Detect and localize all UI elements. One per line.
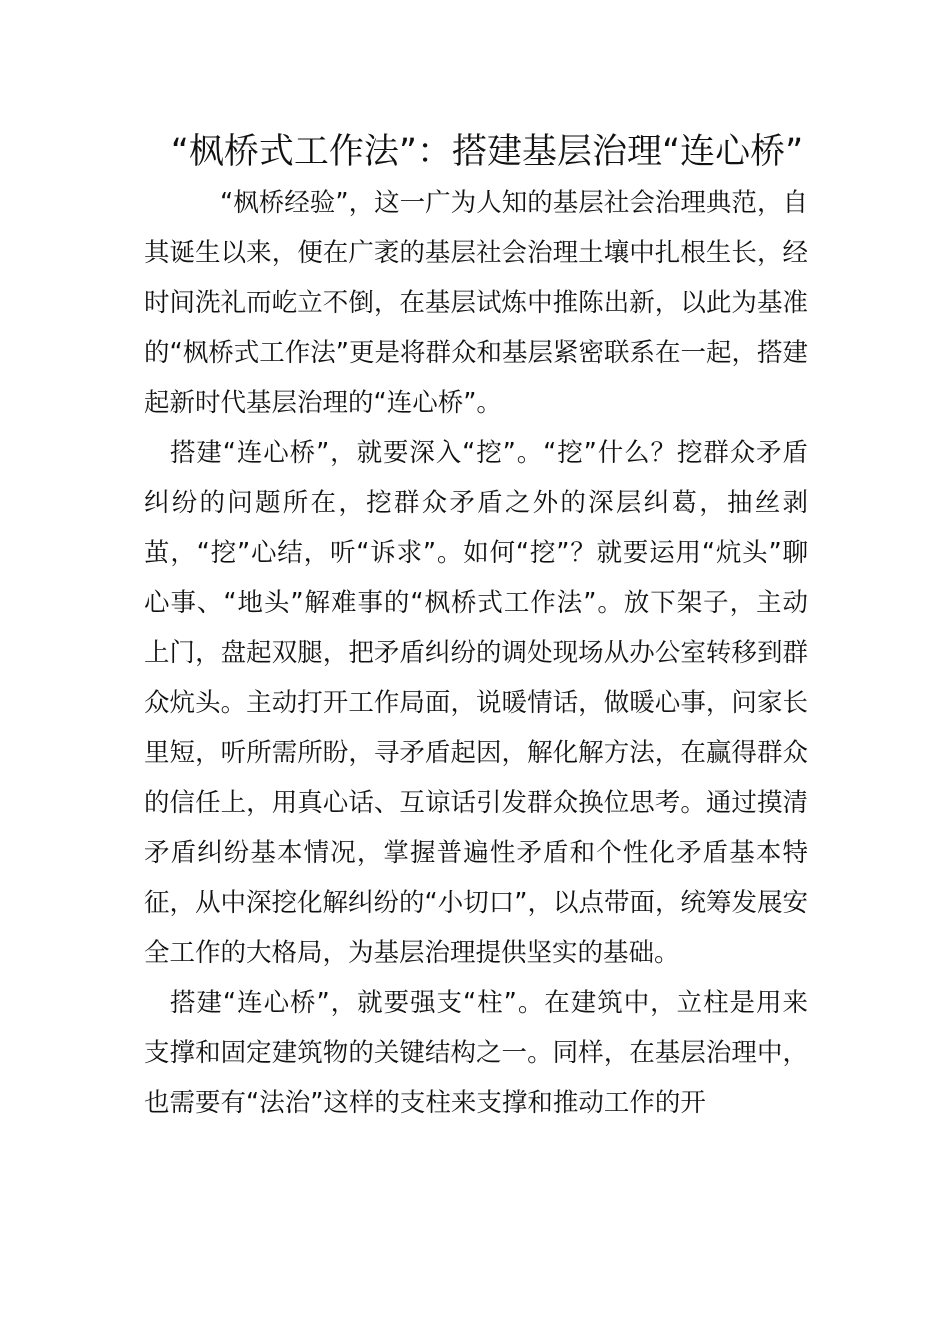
paragraph-3: 搭建“连心桥”，就要强支“柱”。在建筑中，立柱是用来支撑和固定建筑物的关键结构之一。同样，在基层治理中，也需要有“法治”这样的支柱来支撑和推动工作的开 xyxy=(144,988,808,1118)
document-title: “枫桥式工作法”：搭建基层治理“连心桥” xyxy=(170,132,804,172)
paragraph-1: “枫桥经验”，这一广为人知的基层社会治理典范，自其诞生以来，便在广袤的基层社会治理土壤中扎根生长，经时间洗礼而屹立不倒，在基层试炼中推陈出新，以此为基准的“枫桥式工作法”更是将群众和基层紧密联系在一起，搭建起新时代基层治理的“连心桥”。 xyxy=(144,188,808,418)
paragraph-2: 搭建“连心桥”，就要深入“挖”。“挖”什么？挖群众矛盾纠纷的问题所在，挖群众矛盾之外的深层纠葛，抽丝剥茧，“挖”心结，听“诉求”。如何“挖”？就要运用“炕头”聊心事、“地头”解难事的“枫桥式工作法”。放下架子，主动上门，盘起双腿，把矛盾纠纷的调处现场从办公室转移到群众炕头。主动打开工作局面，说暖情话，做暖心事，问家长里短，听所需所盼，寻矛盾起因，解化解方法，在赢得群众的信任上，用真心话、互谅话引发群众换位思考。通过摸清矛盾纠纷基本情况，掌握普遍性矛盾和个性化矛盾基本特征，从中深挖化解纠纷的“小切口”，以点带面，统筹发展安全工作的大格局，为基层治理提供坚实的基础。 xyxy=(144,438,808,968)
document-page xyxy=(144,128,808,1128)
